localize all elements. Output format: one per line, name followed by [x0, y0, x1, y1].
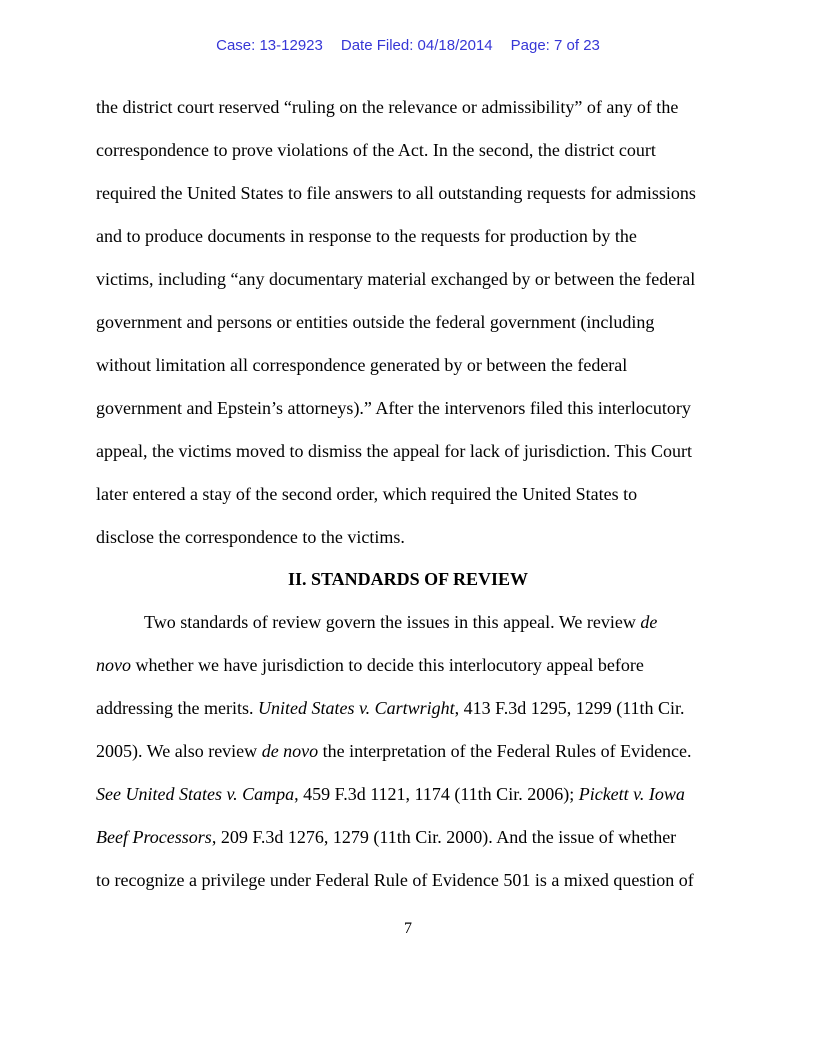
text-line — [144, 611, 657, 633]
page-number: 7 — [404, 920, 412, 937]
case-citation: See United States v. Campa — [96, 784, 295, 804]
text-line: correspondence to prove violations of the Act. In the second, the district court — [96, 140, 656, 160]
text-line: later entered a stay of the second order, which required the United States to — [96, 484, 638, 504]
text-line — [96, 740, 692, 762]
text-line: appeal, the victims moved to dismiss the appeal for lack of jurisdiction. This Court — [96, 441, 693, 461]
text-line: and to produce documents in response to the requests for production by the — [96, 226, 637, 246]
case-citation: Pickett v. Iowa — [578, 784, 685, 804]
text-run: the interpretation of the Federal Rules of Evidence. — [318, 741, 692, 761]
case-header — [0, 37, 816, 54]
text-run: addressing the merits. — [96, 698, 258, 718]
text-line: required the United States to file answers to all outstanding requests for admissions — [96, 183, 696, 203]
text-line: the district court reserved “ruling on the relevance or admissibility” of any of the — [96, 97, 679, 117]
date-filed: Date Filed: 04/18/2014 — [340, 37, 493, 54]
section-heading: II. STANDARDS OF REVIEW — [287, 569, 529, 589]
text-line: government and persons or entities outside the federal government (including — [96, 312, 655, 332]
italic-run: novo — [96, 655, 131, 675]
text-line — [96, 654, 644, 676]
case-number: Case: 13-12923 — [216, 37, 323, 54]
text-run: 2005). We also review — [96, 741, 262, 761]
text-line: government and Epstein’s attorneys).” After the intervenors filed this interlocutory — [96, 398, 691, 418]
text-run: , 209 F.3d 1276, 1279 (11th Cir. 2000). And the issue of whether — [211, 827, 677, 847]
text-line: without limitation all correspondence generated by or between the federal — [96, 355, 628, 375]
case-citation: Beef Processors — [96, 827, 212, 847]
text-line: disclose the correspondence to the victims. — [96, 527, 405, 547]
text-line: victims, including “any documentary material exchanged by or between the federal — [96, 269, 696, 289]
text-run: Two standards of review govern the issues in this appeal. We review — [144, 612, 641, 632]
italic-run: de — [640, 612, 658, 632]
text-line — [96, 826, 676, 848]
text-run: , 413 F.3d 1295, 1299 (11th Cir. — [454, 698, 685, 718]
page-count: Page: 7 of 23 — [510, 37, 600, 54]
text-line — [96, 783, 685, 805]
text-run: whether we have jurisdiction to decide this interlocutory appeal before — [131, 655, 644, 675]
text-line: to recognize a privilege under Federal Rule of Evidence 501 is a mixed question of — [96, 870, 694, 890]
text-run: , 459 F.3d 1121, 1174 (11th Cir. 2006); — [294, 784, 579, 804]
text-line — [96, 697, 685, 719]
case-citation: United States v. Cartwright — [257, 698, 455, 718]
italic-run: de novo — [261, 741, 319, 761]
